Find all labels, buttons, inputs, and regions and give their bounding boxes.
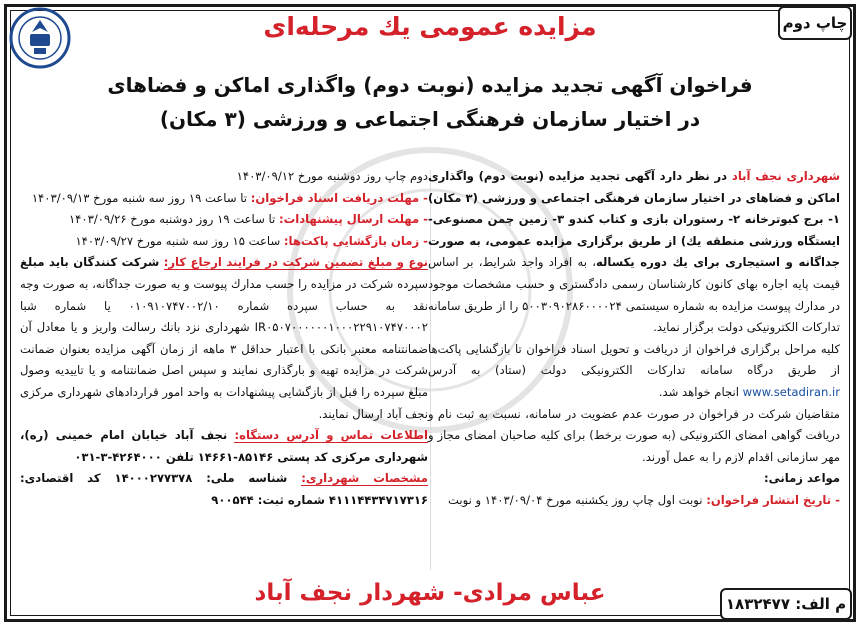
print-edition-badge: چاپ دوم [778, 6, 852, 40]
opening-time-line: - زمان بازگشایی پاکت‌ها: ساعت ۱۵ روز سه شنبه مورخ ۱۴۰۳/۰۹/۲۷ [75, 233, 428, 248]
contact-paragraph: اطلاعات تماس و آدرس دستگاه: نجف آباد خیابان امام خمینی (ره)، شهرداری مرکزی کد پستی ۸۵۱۴۶-۱۴۶۶۱ تلفن ۴۲۶۴۰۰۰-۳-۰۳۱ [20, 428, 428, 464]
timeline-heading: مواعد زمانی: [764, 471, 840, 486]
setadiran-link[interactable]: www.setadiran.ir [742, 384, 840, 399]
intro-paragraph: شهرداری نجف آباد در نظر دارد آگهی تجدید مزایده (نوبت دوم) واگذاری اماکن و فضاهای در اختیار سازمان فرهنگی اجتماعی و ورزشی (۳ مکان) ۱- برج کبوترخانه ۲- رستوران بازی و کتاب کندو ۳- زمین چمن مصنوعی- ایستگاه ورزشی منطقه یك) از طریق برگزاری مزایده عمومی، به صورت جداگانه و استیجاری برای یك دوره یکساله، به افراد واجد شرایط، بر اساس قیمت پایه اجاره بهای کانون کارشناسان رسمی دادگستری و حسب مشخصات موجود در مدارك پیوست مزایده به شماره سیستمی ۵۰۰۳۰۹۰۲۸۶۰۰۰۰۲۴ را از طریق سامانه تدارکات الکترونیکی دولت برگزار نماید. [428, 169, 840, 335]
municipality-name: شهرداری نجف آباد [731, 169, 840, 183]
registration-paragraph: متقاضیان شرکت در فراخوان در صورت عدم عضویت در سامانه، نسبت به ثبت نام و دریافت گواهی امضای الکترونیکی (به صورت برخط) برای کلیه صاحبان امضای مجاز و مهر سازمانی اقدام لازم را به عمل آورند. [428, 406, 840, 464]
notice-subtitle [60, 68, 800, 136]
second-print-line: دوم چاپ روز دوشنبه مورخ ۱۴۰۳/۰۹/۱۲ [236, 169, 428, 183]
procedure-paragraph: کلیه مراحل برگزاری فراخوان از دریافت و تحویل اسناد فراخوان تا بازگشایی پاکت‌ها از طریق درگاه سامانه تدارکات الکترونیکی دولت (ستاد) به آدرس www.setadiran.ir انجام خواهد شد. [428, 341, 840, 399]
docs-deadline-line: - مهلت دریافت اسناد فراخوان: تا ساعت ۱۹ روز سه شنبه مورخ ۱۴۰۳/۰۹/۱۳ [31, 190, 428, 205]
municipality-logo-icon [8, 6, 72, 70]
notice-body-left [20, 166, 428, 512]
municipality-specs-paragraph: مشخصات شهرداری: شناسه ملی: ۱۴۰۰۰۲۷۷۳۷۸ کد اقتصادی: ۴۱۱۱۴۴۳۴۷۱۷۳۱۶ شماره ثبت: ۹۰۰۵۴۴ [20, 471, 428, 507]
notice-title: مزایده عمومی یك مرحله‌ای [263, 12, 597, 41]
publication-date-line: - تاریخ انتشار فراخوان: نوبت اول چاپ روز یکشنبه مورخ ۱۴۰۳/۰۹/۰۴ و نوبت [448, 492, 840, 507]
notice-body-right [428, 166, 840, 512]
guarantee-paragraph: نوع و مبلغ تضمین شرکت در فرایند ارجاع کار: شرکت کنندگان باید مبلغ سپرده شرکت در مزایده را حسب مدارك پیوست و به صورت جداگانه، به صورت وجه نقد به حساب سپرده شماره ۰۱۰۹۱۰۷۴۷۰۰۲/۱۰ یا شماره شبا IR۰۵۰۷۰۰۰۰۰۰۱۰۰۰۲۲۹۱۰۷۴۷۰۰۰۲ شهرداری نزد بانك رسالت واریز و یا معادل آن ضمانتنامه معتبر بانکی با اعتبار حداقل ۳ ماهه از زمان آگهی مزایده بعنوان ضمانت شرکت در مزایده تهیه و بارگذاری نمایند و سپس اصل ضمانتنامه و یا تاییدیه وصول مبلغ سپرده را قبل از بازگشایی پیشنهادات به واحد امور قراردادهای شهرداری مرکزی نجف آباد ارسال نمایند. [20, 255, 428, 421]
mayor-signature: عباس مرادی- شهردار نجف آباد [254, 580, 606, 606]
subtitle-line-1: فراخوان آگهی تجدید مزایده (نوبت دوم) واگذاری اماکن و فضاهای [107, 73, 753, 97]
notice-code-badge: م الف: ۱۸۳۲۴۷۷ [720, 588, 852, 620]
subtitle-line-2: در اختیار سازمان فرهنگی اجتماعی و ورزشی (۳ مکان) [159, 107, 701, 131]
offers-deadline-line: - مهلت ارسال پیشنهادات: تا ساعت ۱۹ روز دوشنبه مورخ ۱۴۰۳/۰۹/۲۶ [68, 212, 428, 227]
